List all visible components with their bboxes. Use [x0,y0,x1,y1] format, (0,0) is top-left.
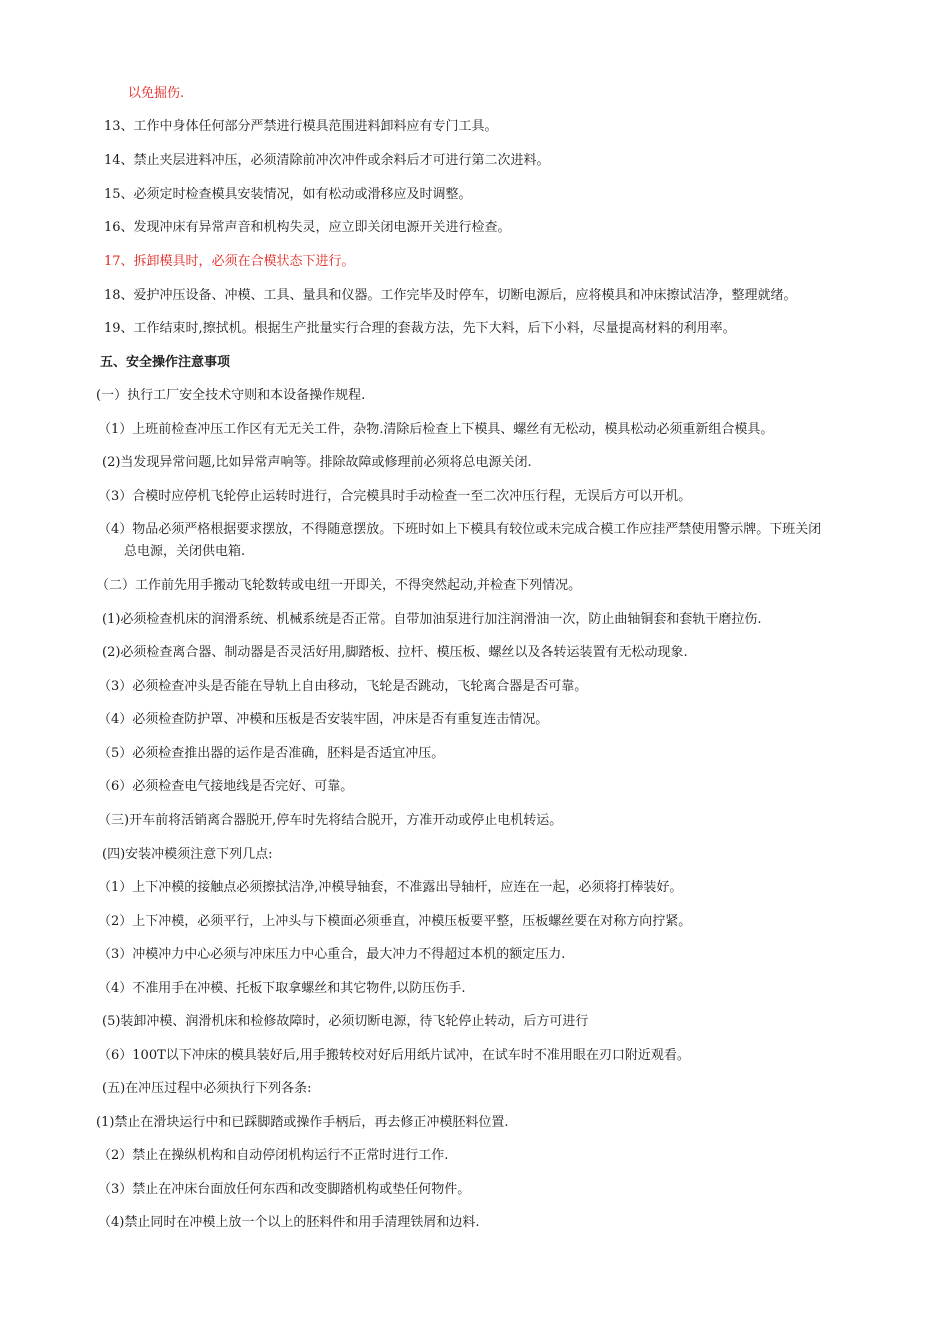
list-item: (5)装卸冲模、润滑机床和检修故障时，必须切断电源，待飞轮停止转动，后方可进行 [102,1014,589,1029]
list-item: （2）禁止在操纵机构和自动停闭机构运行不正常时进行工作. [98,1148,449,1163]
rule-item-14: 14、禁止夹层进料冲压，必须清除前冲次冲件或余料后才可进行第二次进料。 [104,153,550,168]
section-heading: 五、安全操作注意事项 [100,355,231,370]
rule-item-13: 13、工作中身体任何部分严禁进行模具范围进料卸料应有专门工具。 [104,119,498,134]
subsection-4: (四)安装冲模须注意下列几点: [102,847,273,862]
list-item: （6）必须检查电气接地线是否完好、可靠。 [98,779,354,794]
rule-item-17: 17、拆卸模具时，必须在合模状态下进行。 [104,254,355,269]
list-item: （4）不准用手在冲模、托板下取拿螺丝和其它物件,以防压伤手. [98,981,466,996]
subsection-3: （三)开车前将活销离合器脱开,停车时先将结合脱开，方准开动或停止电机转运。 [98,813,563,828]
list-item-continuation: 总电源，关闭供电箱. [124,544,246,559]
list-item: （2）上下冲模，必须平行，上冲头与下模面必须垂直，冲模压板要平整，压板螺丝要在对称方向拧紧。 [98,914,692,929]
list-item: (2)必须检查离合器、制动器是否灵活好用,脚踏板、拉杆、模压板、螺丝以及各转运装置有无松动现象. [102,645,688,660]
list-item: (2)当发现异常问题,比如异常声响等。排除故障或修理前必须将总电源关闭. [102,455,532,470]
list-item: （1）上下冲模的接触点必须擦拭洁净,冲模导轴套，不准露出导轴杆，应连在一起，必须将打棒装好。 [98,880,683,895]
list-item: （4）物品必须严格根据要求摆放，不得随意摆放。下班时如上下模具有较位或未完成合模工作应挂严禁使用警示牌。下班关闭 [98,522,822,537]
rule-item-15: 15、必须定时检查模具安装情况，如有松动或滑移应及时调整。 [104,187,472,202]
subsection-1: (一）执行工厂安全技术守则和本设备操作规程. [96,388,366,403]
list-item: （6）100T以下冲床的模具装好后,用手搬转校对好后用纸片试冲，在试车时不准用眼在刃口附近观看。 [98,1048,690,1063]
subsection-2: （二）工作前先用手搬动飞轮数转或电纽一开即关，不得突然起动,并检查下列情况。 [96,578,582,593]
list-item: （3）合模时应停机飞轮停止运转时进行，合完模具时手动检查一至二次冲压行程，无误后方可以开机。 [98,489,692,504]
list-item: （3）冲模冲力中心必须与冲床压力中心重合，最大冲力不得超过本机的额定压力. [98,947,566,962]
list-item: （3）禁止在冲床台面放任何东西和改变脚踏机构或垫任何物件。 [98,1182,471,1197]
rule-item-19: 19、工作结束时,擦拭机。根据生产批量实行合理的套裁方法，先下大料，后下小料，尽量提高材料的利用率。 [104,321,736,336]
rule-item-16: 16、发现冲床有异常声音和机构失灵，应立即关闭电源开关进行检查。 [104,220,511,235]
list-item: （5）必须检查推出器的运作是否准确，胚料是否适宜冲压。 [98,746,445,761]
list-item: （1）上班前检查冲压工作区有无无关工件，杂物.清除后检查上下模具、螺丝有无松动，模具松动必须重新组合模具。 [98,422,774,437]
text-line-continuation: 以免掘伤. [128,86,185,101]
subsection-5: (五)在冲压过程中必须执行下列各条: [102,1081,312,1096]
list-item: （3）必须检查冲头是否能在导轨上自由移动，飞轮是否跳动，飞轮离合器是否可靠。 [98,679,588,694]
rule-item-18: 18、爱护冲压设备、冲模、工具、量具和仪器。工作完毕及时停车，切断电源后，应将模具和冲床擦试洁净，整理就绪。 [104,288,797,303]
list-item: （4)禁止同时在冲模上放一个以上的胚料件和用手清理铁屑和边料. [98,1215,480,1230]
list-item: (1)禁止在滑块运行中和已踩脚踏或操作手柄后，再去修正冲模胚料位置. [96,1115,509,1130]
list-item: （4）必须检查防护罩、冲模和压板是否安装牢固，冲床是否有重复连击情况。 [98,712,549,727]
list-item: (1)必须检查机床的润滑系统、机械系统是否正常。自带加油泵进行加注润滑油一次，防止曲轴铜套和套轨干磨拉伤. [102,612,762,627]
